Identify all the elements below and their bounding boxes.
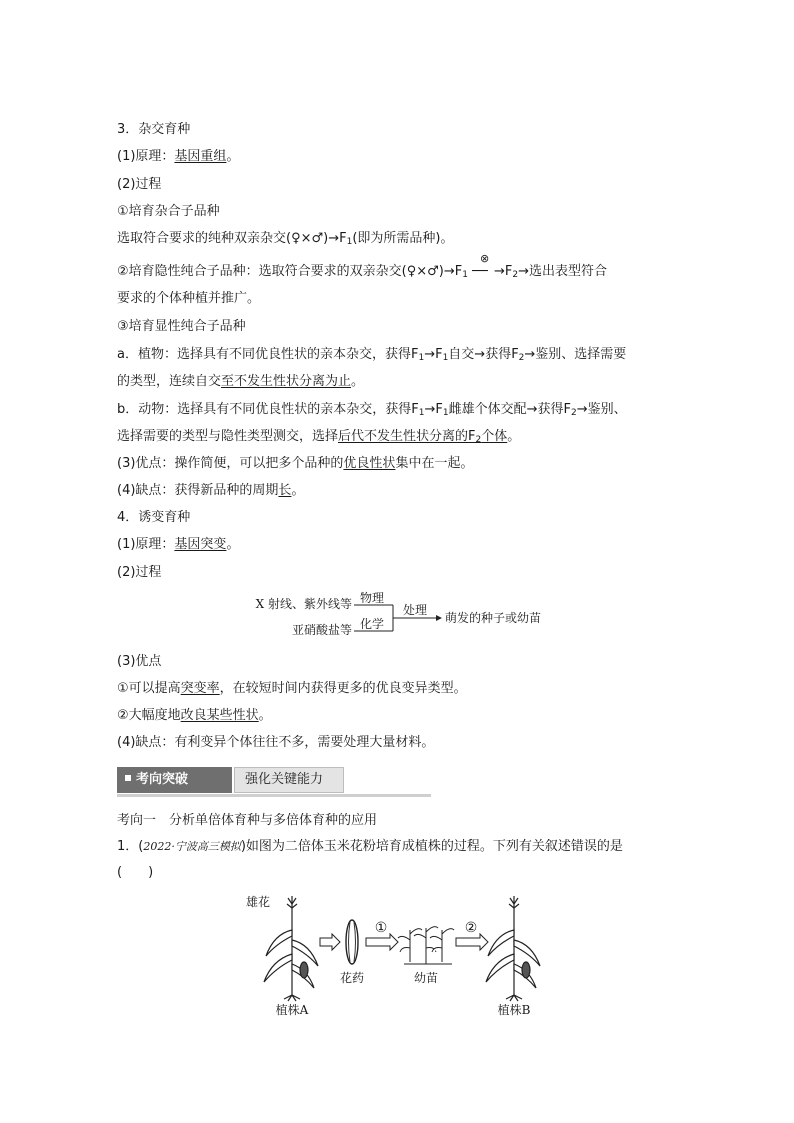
square-bullet-icon: [125, 775, 131, 781]
selfing-symbol: ⊗: [479, 252, 490, 265]
mutation-process-diagram: [240, 585, 560, 640]
banner-main: 考向突破: [117, 767, 232, 793]
label-anther: 花药: [339, 971, 365, 985]
diagram-source-2: 亚硝酸盐等: [291, 623, 352, 637]
direction-1-title: 考向一 分析单倍体育种与多倍体育种的应用: [117, 813, 378, 828]
section-3-process: (2)过程: [117, 177, 162, 192]
pollen-culture-figure: [240, 890, 560, 1020]
section-3-principle: (1)原理：基因重组。: [117, 149, 240, 164]
diagram-action: 处理: [402, 603, 428, 617]
diagram-target: 萌发的种子或幼苗: [445, 611, 542, 625]
label-seedling: 幼苗: [413, 971, 439, 985]
section-3-merit: (3)优点：操作简便，可以把多个品种的优良性状集中在一起。: [117, 456, 474, 471]
section-4-title: 4．诱变育种: [117, 510, 191, 525]
plant-a-illustration: [264, 896, 318, 1001]
dominant-title: ③培育显性纯合子品种: [117, 319, 246, 334]
hetero-text: 选取符合要求的纯种双亲杂交$(♀\times♂)\to F_1$(即为所需品种)。: [117, 231, 454, 247]
section-4-process: (2)过程: [117, 565, 162, 580]
label-plant-b: 植株B: [497, 1003, 531, 1017]
section-3-title: 3．杂交育种: [117, 122, 191, 137]
question-1: 1．(2022·宁波高三模拟)如图为二倍体玉米花粉培育成植株的过程。下列有关叙述错误的是: [117, 839, 623, 854]
plant-text: a．植物：选择具有不同优良性状的亲本杂交，获得$F_1\to F_1$自交→获得$F_2\to$鉴别、选择需要: [117, 347, 627, 363]
recessive-text-2: 要求的个体种植并推广。: [117, 291, 261, 306]
label-plant-a: 植株A: [275, 1003, 309, 1017]
label-flower: 雄花: [246, 895, 271, 909]
seedling-illustration: [398, 927, 454, 964]
animal-text-2: 选择需要的类型与隐性类型测交，选择后代不发生性状分离的$F_2$个体。: [117, 429, 521, 445]
diagram-method-1: 物理: [359, 591, 385, 605]
anther-illustration: [346, 920, 358, 964]
section-4-principle: (1)原理：基因突变。: [117, 537, 240, 552]
banner-rule: [117, 794, 431, 797]
section-banner: [117, 767, 431, 793]
section-4-demerit: (4)缺点：有利变异个体往往不多，需要处理大量材料。: [117, 735, 435, 750]
step-2-label: ②: [464, 920, 478, 936]
plant-text-2: 的类型，连续自交至不发生性状分离为止。: [117, 374, 365, 389]
animal-text: b．动物：选择具有不同优良性状的亲本杂交，获得$F_1\to F_1$雌雄个体交配→获得$F_2\to$鉴别、: [117, 402, 627, 418]
section-4-merit-1: ①可以提高突变率，在较短时间内获得更多的优良变异类型。: [117, 681, 467, 696]
banner-sub: 强化关键能力: [234, 767, 344, 793]
step-1-label: ①: [374, 920, 388, 936]
section-4-merit-2: ②大幅度地改良某些性状。: [117, 708, 272, 723]
section-4-merit-title: (3)优点: [117, 654, 162, 669]
plant-b-illustration: [486, 896, 540, 1001]
section-3-demerit: (4)缺点：获得新品种的周期长。: [117, 483, 305, 498]
hetero-title: ①培育杂合子品种: [117, 204, 220, 219]
diagram-source-1: X 射线、紫外线等: [255, 597, 352, 611]
diagram-method-2: 化学: [359, 617, 385, 631]
question-1-blank: ( ): [117, 865, 154, 880]
recessive-text: ②培育隐性纯合子品种：选取符合要求的双亲杂交$(♀\times♂)\to F_1$ ─ ⊗ ─ $\to F_2\to$选出表型符合: [117, 252, 607, 280]
